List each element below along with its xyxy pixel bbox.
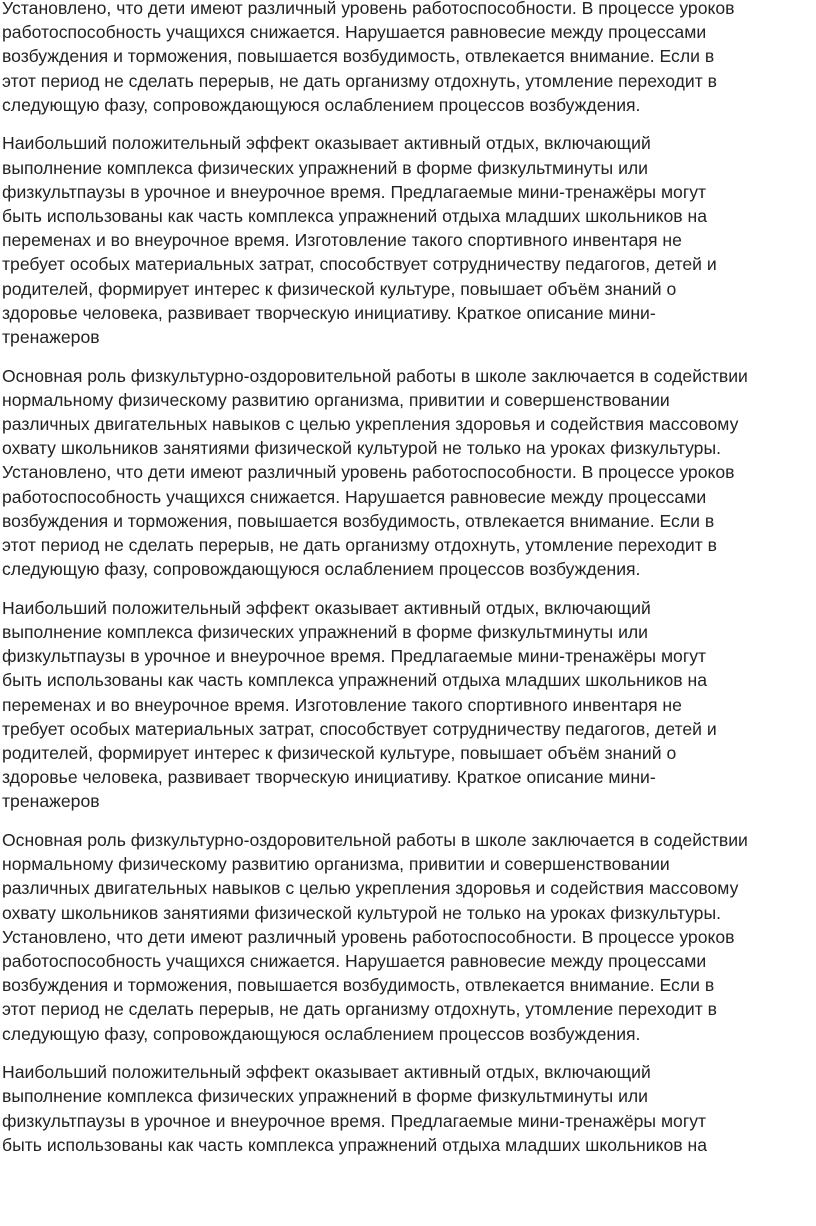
text-line: Наибольший положительный эффект оказывает активный отдых, включающий <box>2 597 651 618</box>
text-line: Наибольший положительный эффект оказывает активный отдых, включающий <box>2 133 651 154</box>
text-line: этот период не сделать перерыв, не дать организму отдохнуть, утомление переходит в <box>2 70 717 91</box>
text-line: быть использованы как часть комплекса упражнений отдыха младших школьников на <box>2 1134 708 1155</box>
paragraph-gap <box>2 1046 816 1061</box>
text-line: следующую фазу, сопровождающуюся ослаблением процессов возбуждения. <box>2 94 641 115</box>
text-line: требует особых материальных затрат, способствует сотрудничеству педагогов, детей и <box>2 718 717 739</box>
text-line: выполнение комплекса физических упражнений в форме физкультминуты или <box>2 1086 648 1107</box>
text-line: родителей, формирует интерес к физической культуре, повышает объём знаний о <box>2 278 677 299</box>
text-line: быть использованы как часть комплекса упражнений отдыха младших школьников на <box>2 206 708 226</box>
paragraph-gap <box>2 814 816 829</box>
text-line: физкультпаузы в урочное и внеурочное время. Предлагаемые мини-тренажёры могут <box>2 646 707 667</box>
text-line: Наибольший положительный эффект оказывает активный отдых, включающий <box>2 1062 651 1083</box>
text-line: тренажеров <box>2 326 100 347</box>
text-line: различных двигательных навыков с целью укрепления здоровья и содействия массовому <box>2 878 739 899</box>
document-body <box>2 0 816 1157</box>
text-line: Установлено, что дети имеют различный уровень работоспособности. В процессе уроков <box>2 462 735 483</box>
paragraph <box>2 364 816 582</box>
text-line: родителей, формирует интерес к физической культуре, повышает объём знаний о <box>2 742 677 763</box>
text-line: тренажеров <box>2 791 100 812</box>
text-line: охвату школьников занятиями физической культурой не только на уроках физкультуры. <box>2 902 721 923</box>
paragraph <box>2 1060 816 1157</box>
paragraph-gap <box>2 349 816 364</box>
text-line: возбуждения и торможения, повышается возбудимость, отвлекается внимание. Если в <box>2 975 715 996</box>
text-line: здоровье человека, развивает творческую инициативу. Краткое описание мини- <box>2 767 656 788</box>
text-line: работоспособность учащихся снижается. Нарушается равновесие между процессами <box>2 486 707 507</box>
text-line: возбуждения и торможения, повышается возбудимость, отвлекается внимание. Если в <box>2 510 715 531</box>
paragraph <box>2 596 816 814</box>
text-line: возбуждения и торможения, повышается возбудимость, отвлекается внимание. Если в <box>2 46 715 67</box>
text-line: этот период не сделать перерыв, не дать организму отдохнуть, утомление переходит в <box>2 999 717 1020</box>
text-line: Установлено, что дети имеют различный уровень работоспособности. В процессе уроков <box>2 0 735 18</box>
text-line: Основная роль физкультурно-оздоровительной работы в школе заключается в содействии <box>2 830 748 850</box>
paragraph <box>2 0 816 117</box>
text-line: Основная роль физкультурно-оздоровительной работы в школе заключается в содействии <box>2 365 748 386</box>
text-line: переменах и во внеурочное время. Изготовление такого спортивного инвентаря не <box>2 694 682 715</box>
text-line: выполнение комплекса физических упражнений в форме физкультминуты или <box>2 157 648 178</box>
text-line: нормальному физическому развитию организма, привитии и совершенствовании <box>2 389 670 410</box>
text-line: переменах и во внеурочное время. Изготовление такого спортивного инвентаря не <box>2 230 682 251</box>
text-line: следующую фазу, сопровождающуюся ослаблением процессов возбуждения. <box>2 1023 641 1044</box>
text-line: Установлено, что дети имеют различный уровень работоспособности. В процессе уроков <box>2 926 735 947</box>
text-line: физкультпаузы в урочное и внеурочное время. Предлагаемые мини-тренажёры могут <box>2 181 707 202</box>
text-line: выполнение комплекса физических упражнений в форме физкультминуты или <box>2 622 648 642</box>
paragraph-gap <box>2 117 816 132</box>
text-line: следующую фазу, сопровождающуюся ослаблением процессов возбуждения. <box>2 559 641 580</box>
paragraph <box>2 131 816 349</box>
text-line: охвату школьников занятиями физической культурой не только на уроках физкультуры. <box>2 438 721 459</box>
text-line: быть использованы как часть комплекса упражнений отдыха младших школьников на <box>2 670 708 691</box>
text-line: физкультпаузы в урочное и внеурочное время. Предлагаемые мини-тренажёры могут <box>2 1110 707 1131</box>
text-line: требует особых материальных затрат, способствует сотрудничеству педагогов, детей и <box>2 254 717 275</box>
paragraph <box>2 828 816 1046</box>
text-line: здоровье человека, развивает творческую инициативу. Краткое описание мини- <box>2 302 656 323</box>
paragraph-gap <box>2 581 816 596</box>
text-line: работоспособность учащихся снижается. Нарушается равновесие между процессами <box>2 22 707 43</box>
text-line: этот период не сделать перерыв, не дать организму отдохнуть, утомление переходит в <box>2 534 717 555</box>
text-line: работоспособность учащихся снижается. Нарушается равновесие между процессами <box>2 950 707 971</box>
text-line: нормальному физическому развитию организма, привитии и совершенствовании <box>2 854 670 875</box>
text-line: различных двигательных навыков с целью укрепления здоровья и содействия массовому <box>2 414 739 434</box>
